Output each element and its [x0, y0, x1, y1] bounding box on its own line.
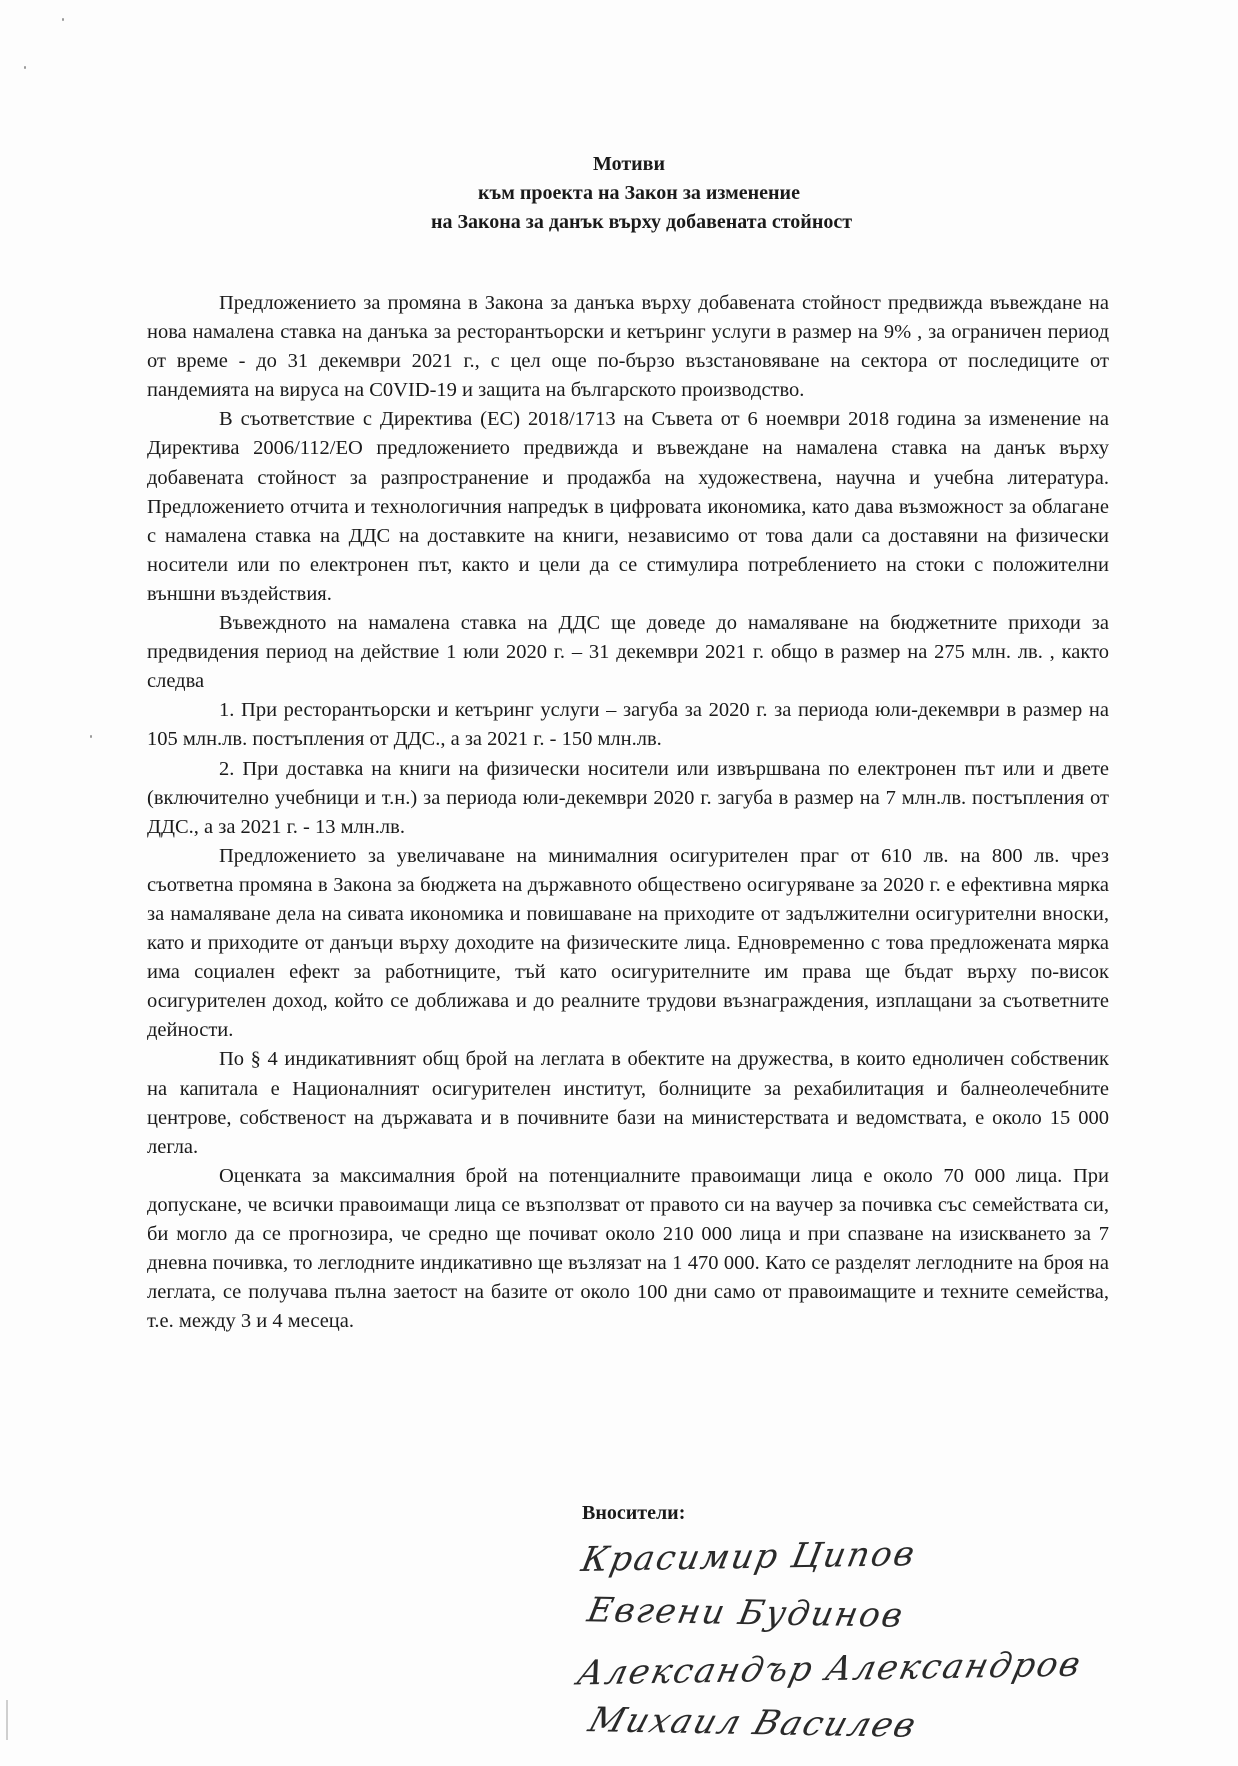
signers-label: Вносители: [582, 1502, 686, 1524]
paragraph: 2. При доставка на книги на физически носители или извършвана по електронен път или и двете (включително учебници и т.н.) за периода юли-декември 2020 г. загуба в размер на 7 млн.лв. постъпления от ДДС., а за 2021 г. - 13 млн.лв. [147, 757, 1109, 838]
paragraph: В съответствие с Директива (ЕС) 2018/1713 на Съвета от 6 ноември 2018 година за изменение на Директива 2006/112/ЕО предложението предвижда и въвеждане на намалена ставка на данък върху добавената стойност за разпространение и продажба на художествена, научна и учебна литература. Предложението отчита и технологичния напредък в цифровата икономика, като дава възможност за облагане с намалена ставка на ДДС на доставките на книги, независимо от това дали са доставяни на физически носители или по електронен път, както и цели да се стимулира потреблението на стоки с положителни външни въздействия. [147, 408, 1109, 605]
paragraph: По § 4 индикативният общ брой на леглата в обектите на дружества, в които едноличен собственик на капитала е Националният осигурителен институт, болниците за рехабилитация и балнеолечебните центрове, собственост на държавата и в почивните бази на министерствата и ведомствата, е около 15 000 легла. [147, 1048, 1109, 1158]
scan-speck [62, 18, 64, 21]
title-line-2: към проекта на Закон за изменение [478, 182, 800, 204]
paragraph: Оценката за максималния брой на потенциалните правоимащи лица е около 70 000 лица. При допускане, че всички правоимащи лица се възползват от правото си на ваучер за почивка със семействата си, би могло да се прогнозира, че средно ще почиват около 210 000 лица и при спазване на изискването за 7 дневна почивка, то леглодните индикативно ще възлязат на 1 470 000. Като се разделят леглодните на броя на леглата, се получава пълна заетост на базите от около 100 дни само от правоимащите и техните семейства, т.е. между 3 и 4 месеца. [147, 1164, 1109, 1333]
signature-line: Евгени Будинов [584, 1590, 908, 1636]
signature-line: Михаил Василев [583, 1700, 923, 1746]
scan-speck [90, 735, 92, 738]
document-body [147, 289, 1109, 1336]
signature-line: Красимир Ципов [578, 1534, 920, 1580]
title-line-3: на Закона за данък върху добавената стойност [430, 211, 853, 233]
handwritten-signatures [560, 1534, 1087, 1760]
paragraph: Въвеждното на намалена ставка на ДДС ще доведе до намаляване на бюджетните приходи за предвидения период на действие 1 юли 2020 г. – 31 декември 2021 г. общо в размер на 275 млн. лв. , както следва [147, 612, 1109, 693]
scan-speck [24, 66, 26, 69]
title-line-1: Мотиви [592, 153, 666, 175]
signature-line: Александър Александров [573, 1644, 1087, 1694]
document-title [0, 150, 1238, 237]
paragraph: Предложението за промяна в Закона за данъка върху добавената стойност предвижда въвеждане на нова намалена ставка на данъка за ресторантьорски и кетъринг услуги в размер на 9% , за ограничен период от време - до 31 декември 2021 г., с цел още по-бързо възстановяване на сектора от последиците от пандемията на вируса на C0VID-19 и защита на българското производство. [147, 292, 1109, 402]
paragraph: 1. При ресторантьорски и кетъринг услуги – загуба за 2020 г. за периода юли-декември в размер на 105 млн.лв. постъпления от ДДС., а за 2021 г. - 150 млн.лв. [147, 699, 1109, 751]
paragraph: Предложението за увеличаване на минималния осигурителен праг от 610 лв. на 800 лв. чрез съответна промяна в Закона за бюджета на държавното обществено осигуряване за 2020 г. е ефективна мярка за намаляване дела на сивата икономика и повишаване на приходите от задължителни осигурителни вноски, като и приходите от данъци върху доходите на физическите лица. Едновременно с това предложената мярка има социален ефект за работниците, тъй като осигурителните им права ще бъдат върху по-висок осигурителен доход, който се доближава и до реалните трудови възнаграждения, изплащани за съответните дейности. [147, 844, 1109, 1042]
scan-margin-mark [6, 1700, 8, 1740]
